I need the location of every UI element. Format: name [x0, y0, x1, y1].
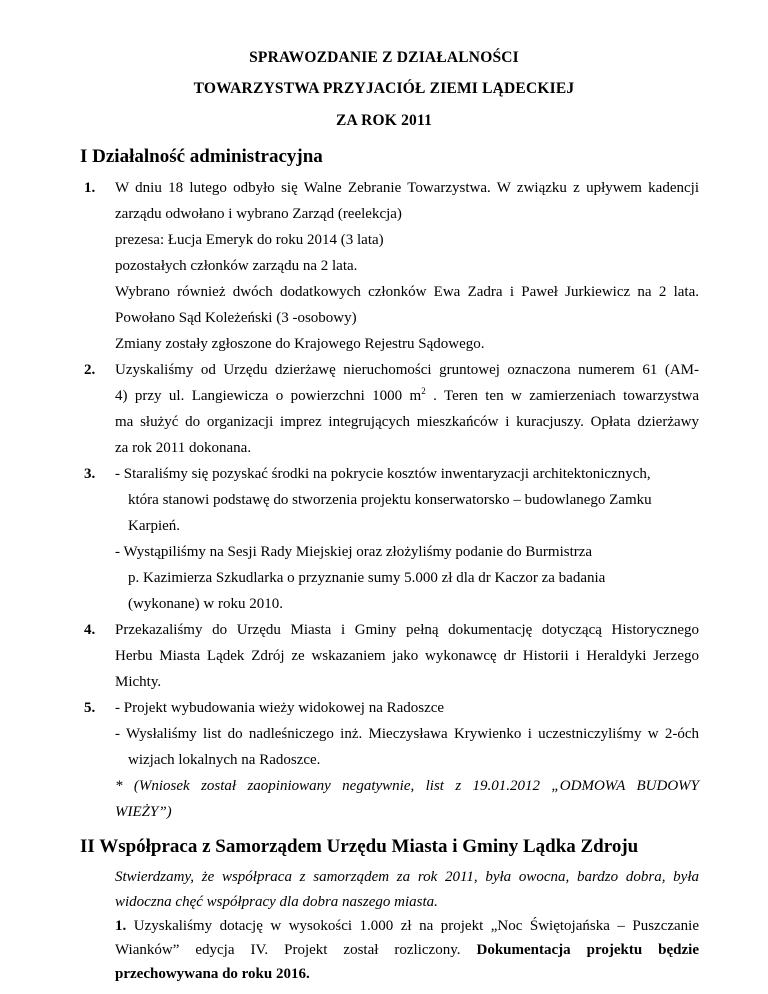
item-4-line-3: Michty. [115, 674, 162, 690]
item-3-line-5: p. Kazimierza Szkudlarka o przyznanie sumy 5.000 zł dla dr Kaczor za badania [128, 570, 606, 586]
item-2-number: 2. [84, 362, 96, 378]
section-2-intro-line-2: widoczna chęć współpracy dla dobra naszego miasta. [115, 894, 438, 910]
item-5-number: 5. [84, 700, 96, 716]
item-4-number: 4. [84, 622, 96, 638]
item-2-line-2 [115, 388, 699, 405]
document-title-line-1: SPRAWOZDANIE Z DZIAŁALNOŚCI [249, 49, 519, 66]
item-1-line-5: Wybrano również dwóch dodatkowych członków Ewa Zadra i Paweł Jurkiewicz na 2 lata. [115, 284, 699, 300]
item-4-line-2: Herbu Miasta Lądek Zdrój ze wskazaniem jako wykonawcę dr Historii i Heraldyki Jerzego [115, 648, 699, 664]
item-1-line-1: W dniu 18 lutego odbyło się Walne Zebranie Towarzystwa. W związku z upływem kadencji [115, 180, 699, 196]
section-2-paragraph-1-line-2 [115, 942, 699, 959]
square-meter-superscript: 2 [421, 386, 426, 396]
item-2-line-3: ma służyć do organizacji imprez integrujących mieszkańców i kuracjuszy. Opłata dzierżawy [115, 414, 699, 430]
section-2-paragraph-1-number: 1. [115, 918, 127, 934]
item-2-line-1: Uzyskaliśmy od Urzędu dzierżawę nieruchomości gruntowej oznaczona numerem 61 (AM- [115, 362, 699, 378]
item-2-line-4: za rok 2011 dokonana. [115, 440, 252, 456]
section-2-paragraph-1-text-b: Wianków” edycja IV. Projekt został rozliczony. [115, 942, 477, 958]
item-1-line-4: pozostałych członków zarządu na 2 lata. [115, 258, 358, 274]
item-2-line-2-text-a: 4) przy ul. Langiewicza o powierzchni 1000 m [115, 388, 422, 404]
item-3-line-3: Karpień. [128, 518, 181, 534]
item-3-line-6: (wykonane) w roku 2010. [128, 596, 283, 612]
item-3-line-4: - Wystąpiliśmy na Sesji Rady Miejskiej oraz złożyliśmy podanie do Burmistrza [115, 544, 593, 560]
item-5-note-line-1: * (Wniosek został zaopiniowany negatywnie, list z 19.01.2012 „ODMOWA BUDOWY [115, 778, 699, 794]
section-2-paragraph-1-line-1 [115, 918, 699, 935]
item-3-line-1: - Staraliśmy się pozyskać środki na pokrycie kosztów inwentaryzacji architektonicznych, [115, 466, 651, 482]
section-2-intro-line-1: Stwierdzamy, że współpraca z samorządem za rok 2011, była owocna, bardzo dobra, była [115, 869, 699, 885]
item-1-line-7: Zmiany zostały zgłoszone do Krajowego Rejestru Sądowego. [115, 336, 485, 352]
document-title-line-3: ZA ROK 2011 [335, 112, 433, 129]
section-2-paragraph-1-bold: Dokumentacja projektu będzie [476, 942, 700, 958]
item-5-line-1: - Projekt wybudowania wieży widokowej na Radoszce [115, 700, 445, 716]
item-5-line-3: wizjach lokalnych na Radoszce. [128, 752, 321, 768]
section-2-paragraph-1-text-a: Uzyskaliśmy dotację w wysokości 1.000 zł na projekt „Noc Świętojańska – Puszczanie [126, 918, 699, 934]
item-1-line-6: Powołano Sąd Koleżeński (3 -osobowy) [115, 310, 357, 326]
item-3-line-2: która stanowi podstawę do stworzenia projektu konserwatorsko – budowlanego Zamku [128, 492, 652, 508]
section-2-paragraph-1-line-3: przechowywana do roku 2016. [115, 966, 310, 982]
item-2-line-2-text-b: . Teren ten w zamierzeniach towarzystwa [425, 388, 699, 404]
item-4-line-1: Przekazaliśmy do Urzędu Miasta i Gminy pełną dokumentację dotyczącą Historycznego [115, 622, 699, 638]
item-5-line-2: - Wysłaliśmy list do nadleśniczego inż. Mieczysława Krywienko i uczestniczyliśmy w 2-óch [115, 726, 699, 742]
item-5-note-line-2: WIEŻY”) [115, 804, 172, 820]
document-title-line-2: TOWARZYSTWA PRZYJACIÓŁ ZIEMI LĄDECKIEJ [193, 80, 575, 97]
item-1-line-2: zarządu odwołano i wybrano Zarząd (reelekcja) [115, 206, 402, 222]
item-1-number: 1. [84, 180, 96, 196]
item-3-number: 3. [84, 466, 96, 482]
item-1-line-3: prezesa: Łucja Emeryk do roku 2014 (3 lata) [115, 232, 384, 248]
section-1-heading: I Działalność administracyjna [80, 146, 323, 167]
section-2-heading: II Współpraca z Samorządem Urzędu Miasta i Gminy Lądka Zdroju [80, 836, 639, 857]
